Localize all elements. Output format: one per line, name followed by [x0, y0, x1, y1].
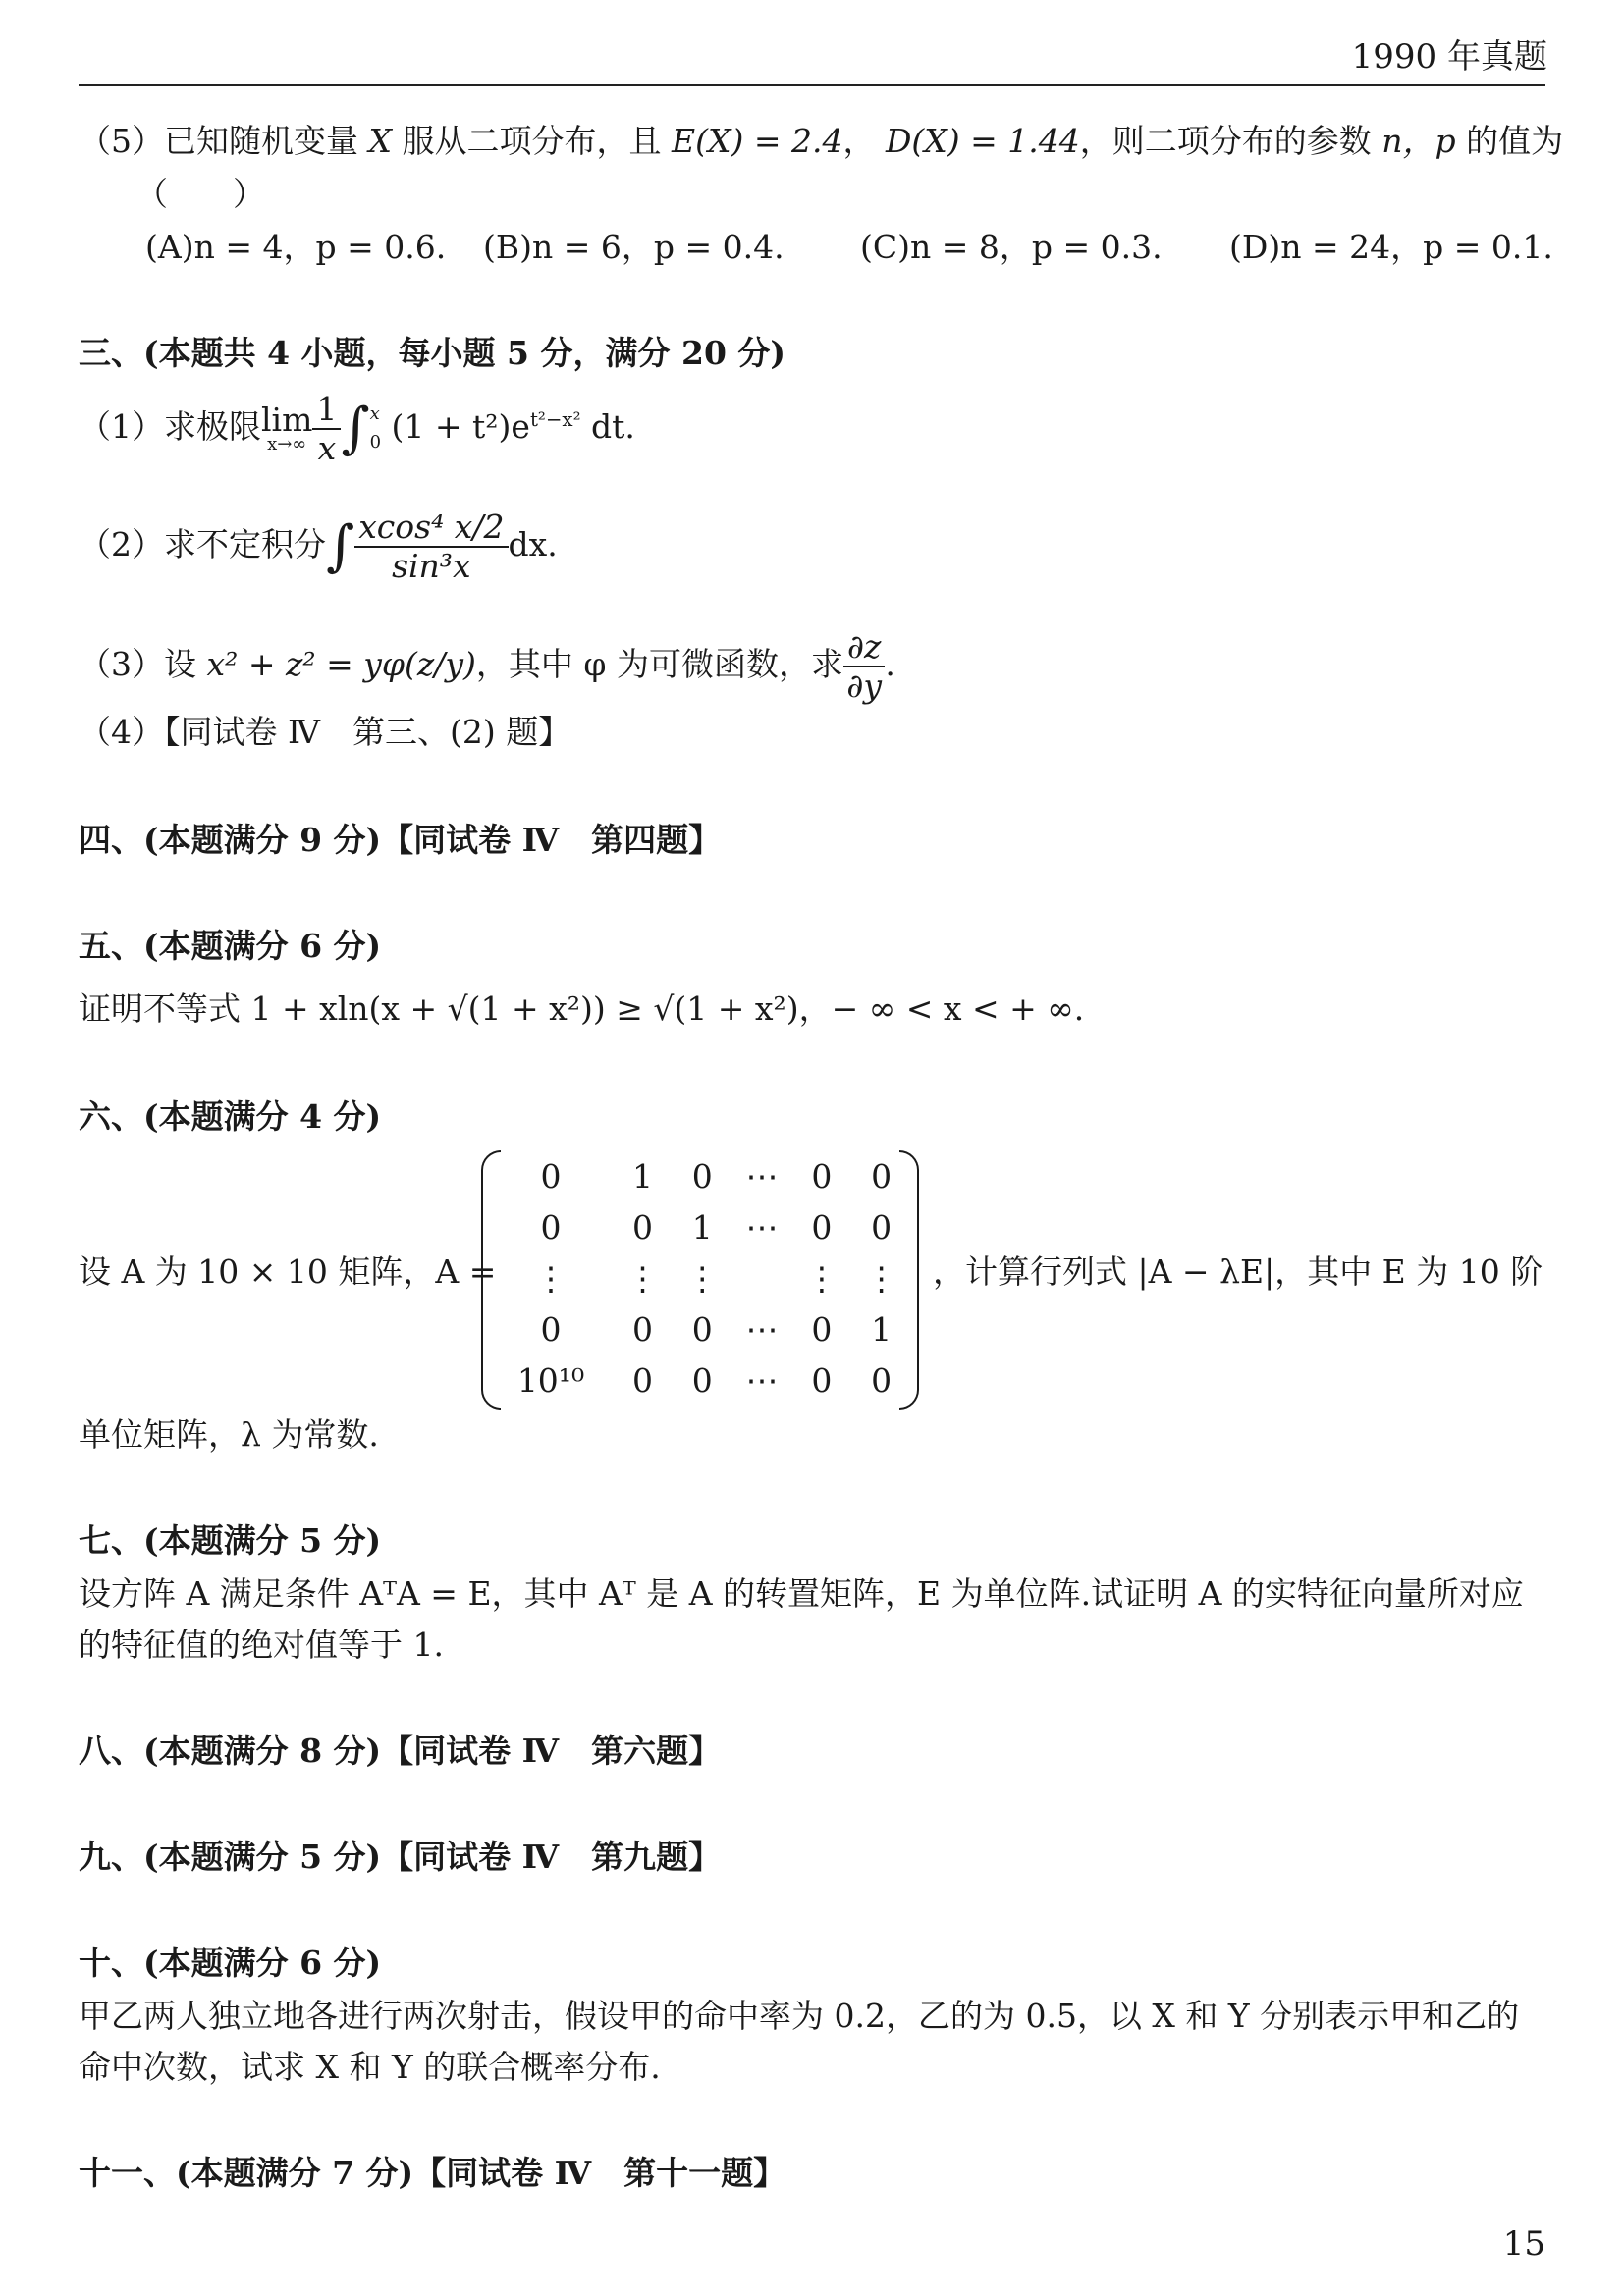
q5-option-c: (C)n = 8，p = 0.3. [860, 228, 1163, 266]
section-3-title: 三、(本题共 4 小题，每小题 5 分，满分 20 分) [79, 334, 786, 372]
q5-options [0, 228, 1624, 271]
section-5-text: 证明不等式 1 + xln(x + √(1 + x²)) ≥ √(1 + x²)，− ∞ < x < + ∞. [79, 989, 1085, 1028]
s3-p1-label: （1）求极限 [79, 406, 261, 446]
q5-option-a: (A)n = 4，p = 0.6. [145, 228, 447, 266]
matrix-cell: ⋮ [625, 1258, 659, 1298]
s3-p1-exponent: t²−x² [529, 408, 581, 432]
q5-stem: （5）已知随机变量 X 服从二项分布，且 E(X) = 2.4， D(X) = 1.44，则二项分布的参数 n，p 的值为 [79, 122, 1564, 160]
limit-subscript: x→∞ [267, 434, 307, 455]
s3-problem-3 [79, 628, 895, 705]
s3-p3-denominator: ∂y [846, 666, 883, 705]
section-6-cont: 单位矩阵，λ 为常数. [79, 1415, 379, 1454]
matrix-row [489, 1304, 911, 1355]
s3-p1-integrand: (1 + t²)e [391, 406, 530, 446]
q5-var: X [368, 122, 392, 160]
matrix-cell: ⋮ [805, 1258, 839, 1298]
matrix-a [481, 1150, 919, 1406]
q5-text-c: ，则二项分布的参数 [1079, 122, 1372, 160]
s3-p1-numerator: 1 [312, 391, 341, 430]
section-7-line-1: 设方阵 A 满足条件 AᵀA = E，其中 Aᵀ 是 A 的转置矩阵，E 为单位阵.试证明 A 的实特征向量所对应 [79, 1575, 1524, 1613]
matrix-cell: ⋯ [745, 1309, 779, 1349]
matrix-cell: 10¹⁰ [516, 1361, 585, 1400]
running-header: 1990 年真题 [1351, 37, 1547, 77]
matrix-cell: 0 [811, 1309, 833, 1349]
limit-operator: lim [261, 400, 313, 440]
s3-p3-label: （3）设 [79, 644, 196, 683]
s3-p1-dt: dt. [591, 406, 635, 446]
s3-p3-equation: x² + z² = yφ(z/y) [206, 644, 476, 683]
s3-p2-denominator: sin³x [392, 546, 471, 585]
s3-p1-denominator: x [317, 428, 337, 467]
matrix-cell: 0 [871, 1207, 893, 1247]
header-rule [79, 84, 1545, 86]
matrix-cell: ⋯ [745, 1207, 779, 1247]
matrix-cell: 0 [631, 1309, 653, 1349]
s3-p2-numerator: xcos⁴ x/2 [354, 508, 508, 548]
matrix-row [489, 1355, 911, 1406]
s3-p3-period: . [885, 644, 895, 683]
matrix-cell: 0 [811, 1361, 833, 1400]
section-6-title: 六、(本题满分 4 分) [79, 1097, 382, 1136]
q5-blank: （ ） [135, 175, 265, 213]
matrix-cell: 1 [631, 1156, 653, 1196]
matrix-cell: 0 [540, 1207, 562, 1247]
matrix-cell: 0 [871, 1156, 893, 1196]
matrix-cell: 0 [811, 1156, 833, 1196]
s3-p3-numerator: ∂z [843, 628, 885, 667]
s3-p3-partial [843, 628, 885, 705]
matrix-cell: 0 [631, 1361, 653, 1400]
s3-problem-4: （4）【同试卷 Ⅳ 第三、(2) 题】 [79, 713, 571, 751]
section-4-title: 四、(本题满分 9 分)【同试卷 Ⅳ 第四题】 [79, 821, 722, 859]
section-7-line-2: 的特征值的绝对值等于 1. [79, 1626, 444, 1664]
section-7-title: 七、(本题满分 5 分) [79, 1522, 382, 1560]
matrix-cell: ⋮ [685, 1258, 719, 1298]
matrix-cell: 0 [540, 1156, 562, 1196]
matrix-cell: 0 [691, 1156, 713, 1196]
q5-option-d: (D)n = 24，p = 0.1. [1229, 228, 1553, 266]
s3-problem-2 [79, 508, 558, 585]
q5-option-b: (B)n = 6，p = 0.4. [483, 228, 785, 266]
s3-p3-text: ，其中 φ 为可微函数，求 [475, 644, 843, 683]
matrix-cell: ⋯ [745, 1156, 779, 1196]
section-10-line-2: 命中次数，试求 X 和 Y 的联合概率分布. [79, 2048, 661, 2086]
section-8-title: 八、(本题满分 8 分)【同试卷 Ⅳ 第六题】 [79, 1732, 722, 1770]
matrix-grid [489, 1150, 911, 1406]
matrix-cell [732, 1253, 792, 1304]
section-6-after: ，计算行列式 |A − λE|，其中 E 为 10 阶 [933, 1253, 1543, 1291]
s3-p2-fraction [354, 508, 508, 585]
section-9-title: 九、(本题满分 5 分)【同试卷 Ⅳ 第九题】 [79, 1838, 722, 1876]
s3-problem-1: （1）求极限 lim x→∞ $\frac{1}{x}$ ∫ x 0 $(1 + t^2)e^{t^2-x^2}$ dt. [79, 390, 635, 467]
matrix-row [489, 1253, 911, 1304]
integral-sign: ∫ [326, 513, 355, 578]
matrix-cell: 0 [811, 1207, 833, 1247]
matrix-cell: 1 [691, 1207, 713, 1247]
matrix-row [489, 1201, 911, 1253]
matrix-cell: ⋯ [745, 1361, 779, 1400]
matrix-cell: ⋮ [865, 1258, 898, 1298]
section-10-line-1: 甲乙两人独立地各进行两次射击，假设甲的命中率为 0.2，乙的为 0.5，以 X 和 Y 分别表示甲和乙的 [79, 1997, 1520, 2035]
matrix-cell: 0 [631, 1207, 653, 1247]
q5-expectation: E(X) = 2.4 [672, 122, 843, 160]
section-10-title: 十、(本题满分 6 分) [79, 1944, 382, 1982]
matrix-cell: 1 [871, 1309, 893, 1349]
q5-variance: D(X) = 1.44 [885, 122, 1080, 160]
page-number: 15 [1502, 2224, 1545, 2264]
q5-text-b: 服从二项分布，且 [402, 122, 662, 160]
section-11-title: 十一、(本题满分 7 分)【同试卷 Ⅳ 第十一题】 [79, 2154, 786, 2192]
matrix-cell: ⋮ [534, 1258, 568, 1298]
matrix-cell: 0 [691, 1309, 713, 1349]
matrix-cell: 0 [871, 1361, 893, 1400]
matrix-cell: 0 [691, 1361, 713, 1400]
matrix-row [489, 1150, 911, 1201]
q5-params: n，p [1381, 122, 1456, 160]
section-6-lead: 设 A 为 10 × 10 矩阵，A = [79, 1253, 497, 1291]
q5-text-a: （5）已知随机变量 [79, 122, 358, 160]
q5-text-d: 的值为 [1466, 122, 1564, 160]
integral-sign: ∫ [341, 396, 370, 460]
s3-p1-fraction [312, 391, 341, 467]
s3-p2-label: （2）求不定积分 [79, 524, 326, 563]
matrix-cell: 0 [540, 1309, 562, 1349]
section-5-title: 五、(本题满分 6 分) [79, 927, 382, 965]
s3-p2-dx: dx. [508, 524, 558, 563]
